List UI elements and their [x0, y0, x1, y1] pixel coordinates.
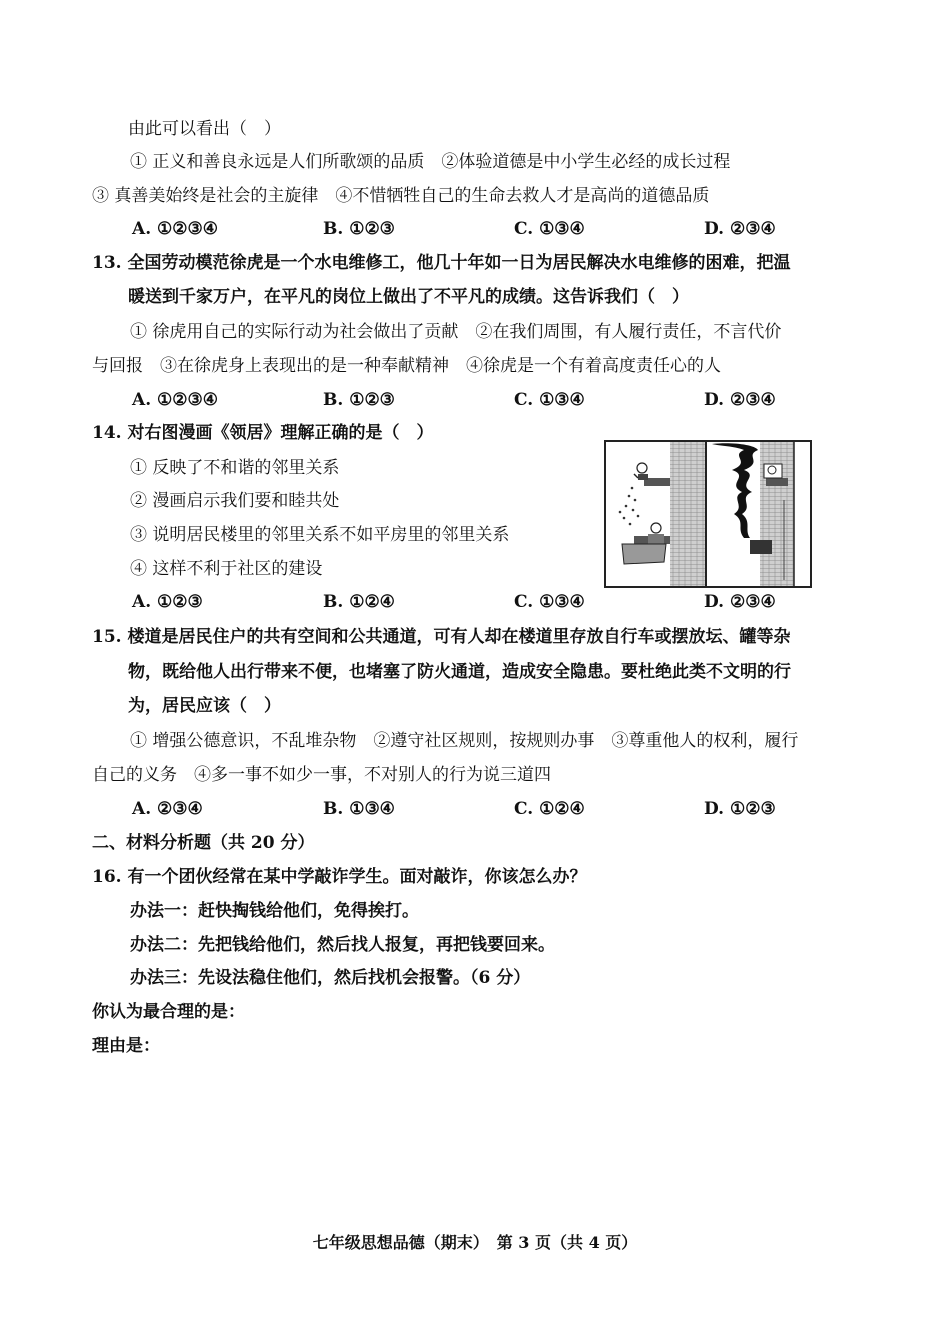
- q16-method-1: 办法一：赶快掏钱给他们，免得挨打。: [130, 901, 419, 921]
- q12-statement-line-2: ③ 真善美始终是社会的主旋律 ④不惜牺牲自己的生命去救人才是高尚的道德品质: [92, 186, 710, 206]
- q12-statement-line-1: ① 正义和善良永远是人们所歌颂的品质 ②体验道德是中小学生必经的成长过程: [130, 152, 731, 172]
- q12-option-c: C. ①③④: [514, 219, 585, 239]
- q16-method-3: 办法三：先设法稳住他们，然后找机会报警。（6 分）: [130, 968, 531, 988]
- q15-stem-line-3: 为，居民应该（ ）: [128, 696, 281, 716]
- q14-option-a: A. ①②③: [132, 592, 203, 612]
- q15-option-d: D. ①②③: [704, 799, 776, 819]
- q13-stem-line-2: 暖送到千家万户，在平凡的岗位上做出了不平凡的成绩。这告诉我们（ ）: [128, 287, 689, 307]
- q16-answer-prompt-reason: 理由是：: [92, 1036, 160, 1056]
- q14-option-c: C. ①③④: [514, 592, 585, 612]
- q15-option-c: C. ①②④: [514, 799, 585, 819]
- q14-option-b: B. ①②④: [323, 592, 395, 612]
- q15-stem-line-1: 15. 楼道是居民住户的共有空间和公共通道，可有人却在楼道里存放自行车或摆放坛、罐等杂: [92, 627, 791, 647]
- q13-option-d: D. ②③④: [704, 390, 776, 410]
- q14-item-2: ② 漫画启示我们要和睦共处: [130, 491, 340, 511]
- q13-option-a: A. ①②③④: [132, 390, 218, 410]
- q13-stem-line-1: 13. 全国劳动模范徐虎是一个水电维修工，他几十年如一日为居民解决水电维修的困难，把温: [92, 253, 791, 273]
- q15-statement-line-2: 自己的义务 ④多一事不如少一事，不对别人的行为说三道四: [92, 765, 551, 785]
- q15-statement-line-1: ① 增强公德意识，不乱堆杂物 ②遵守社区规则，按规则办事 ③尊重他人的权利，履行: [130, 731, 799, 751]
- q14-item-3: ③ 说明居民楼里的邻里关系不如平房里的邻里关系: [130, 525, 510, 545]
- neighbor-comic-image: [604, 440, 812, 588]
- q14-option-d: D. ②③④: [704, 592, 776, 612]
- q12-option-d: D. ②③④: [704, 219, 776, 239]
- q15-option-b: B. ①③④: [323, 799, 395, 819]
- section-2-title: 二、材料分析题（共 20 分）: [92, 833, 315, 853]
- q13-statement-line-1: ① 徐虎用自己的实际行动为社会做出了贡献 ②在我们周围，有人履行责任，不言代价: [130, 322, 782, 342]
- q12-option-a: A. ①②③④: [132, 219, 218, 239]
- q15-option-a: A. ②③④: [132, 799, 203, 819]
- q12-stem: 由此可以看出（ ）: [128, 119, 281, 139]
- q12-option-b: B. ①②③: [323, 219, 395, 239]
- q15-stem-line-2: 物，既给他人出行带来不便，也堵塞了防火通道，造成安全隐患。要杜绝此类不文明的行: [128, 662, 791, 682]
- q13-option-b: B. ①②③: [323, 390, 395, 410]
- q14-stem: 14. 对右图漫画《领居》理解正确的是（ ）: [92, 423, 434, 443]
- q16-answer-prompt-best: 你认为最合理的是：: [92, 1002, 245, 1022]
- q13-statement-line-2: 与回报 ③在徐虎身上表现出的是一种奉献精神 ④徐虎是一个有着高度责任心的人: [92, 356, 721, 376]
- q16-method-2: 办法二：先把钱给他们，然后找人报复，再把钱要回来。: [130, 935, 555, 955]
- q13-option-c: C. ①③④: [514, 390, 585, 410]
- q16-stem: 16. 有一个团伙经常在某中学敲诈学生。面对敲诈，你该怎么办？: [92, 867, 587, 887]
- page-footer: 七年级思想品德（期末） 第 3 页（共 4 页）: [312, 1233, 638, 1252]
- q14-item-1: ① 反映了不和谐的邻里关系: [130, 458, 340, 478]
- q14-item-4: ④ 这样不利于社区的建设: [130, 559, 323, 579]
